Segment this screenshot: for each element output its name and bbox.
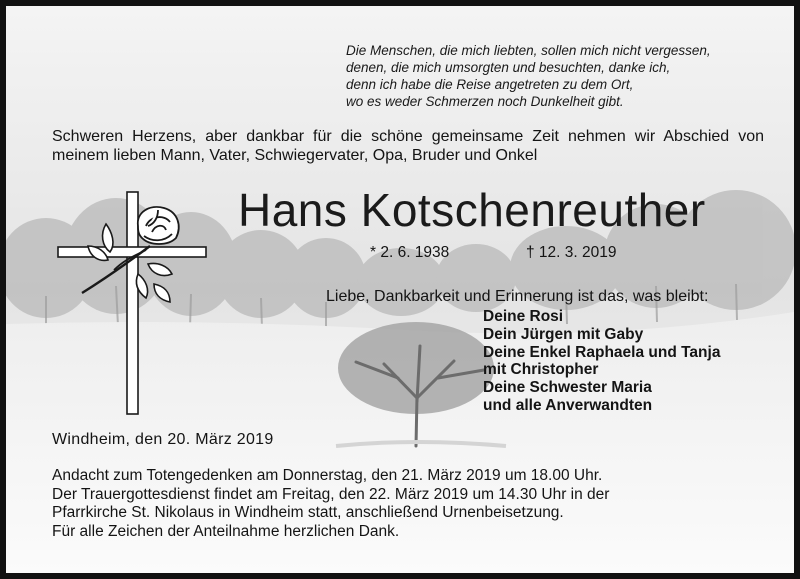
death-date: † 12. 3. 2019 — [526, 244, 617, 261]
birth-date: * 2. 6. 1938 — [370, 244, 450, 261]
details-line: Der Trauergottesdienst findet am Freitag, den 22. März 2019 um 14.30 Uhr in der — [52, 485, 610, 503]
cross-icon — [54, 190, 214, 418]
poem-line: denn ich habe die Reise angetreten zu dem Ort, — [346, 77, 634, 92]
poem-line: Die Menschen, die mich liebten, sollen mich nicht vergessen, — [346, 43, 711, 58]
farewell-intro: Schweren Herzens, aber dankbar für die schöne gemeinsame Zeit nehmen wir Abschied von meinem lieben Mann, Vater, Schwiegervater, Opa, Bruder und Onkel — [52, 128, 764, 164]
mourner-line: Deine Rosi — [483, 308, 564, 325]
memorial-poem — [346, 42, 776, 110]
mourner-line: mit Christopher — [483, 361, 599, 379]
place-and-date: Windheim, den 20. März 2019 — [52, 431, 274, 448]
deceased-name: Hans Kotschenreuther — [238, 184, 706, 236]
mourner-line: Dein Jürgen mit Gaby — [483, 325, 644, 343]
mourner-line: Deine Schwester Maria — [483, 379, 652, 397]
poem-line: denen, die mich umsorgten und besuchten, danke ich, — [346, 60, 671, 75]
mourners-list — [483, 308, 720, 415]
mourner-line: und alle Anverwandten — [483, 396, 653, 414]
poem-line: wo es weder Schmerzen noch Dunkelheit gibt. — [346, 94, 624, 109]
details-line: Für alle Zeichen der Anteilnahme herzlichen Dank. — [52, 522, 400, 540]
service-details — [52, 467, 772, 541]
details-line: Andacht zum Totengedenken am Donnerstag, den 21. März 2019 um 18.00 Uhr. — [52, 467, 603, 484]
mourner-line: Deine Enkel Raphaela und Tanja — [483, 343, 721, 361]
legacy-line: Liebe, Dankbarkeit und Erinnerung ist das, was bleibt: — [326, 288, 709, 305]
details-line: Pfarrkirche St. Nikolaus in Windheim statt, anschließend Urnenbeisetzung. — [52, 504, 564, 521]
